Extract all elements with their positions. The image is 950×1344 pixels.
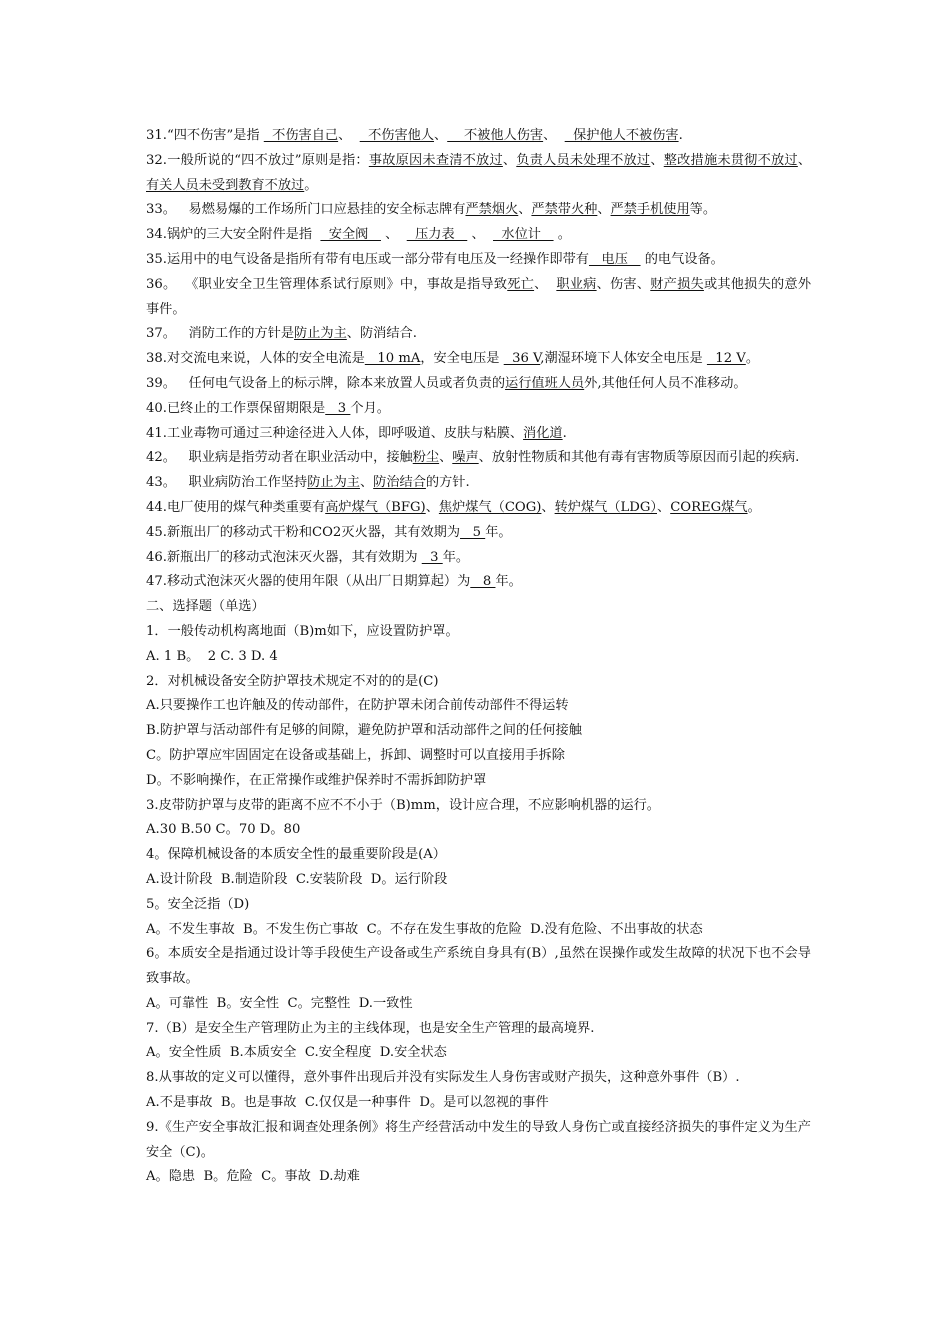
question-q40: [146, 397, 811, 422]
question-text: 、伤害、: [596, 276, 651, 292]
question-text: 46.新瓶出厂的移动式泡沫灭火器，其有效期为: [146, 549, 422, 565]
question-text: 34.锅炉的三大安全附件是指: [146, 227, 321, 243]
question-q36: [146, 273, 811, 323]
question-text: 个月。: [350, 400, 390, 416]
question-q42: [146, 446, 811, 471]
question-q35: [146, 248, 811, 273]
question-text: 43。 职业病防治工作坚持: [146, 475, 308, 491]
mc-line-m8-q: 8.从事故的定义可以懂得，意外事件出现后并没有实际发生人身伤害或财产损失，这种意外事件（B）.: [146, 1070, 740, 1086]
question-text: 40.已终止的工作票保留期限是: [146, 400, 326, 416]
mc-line-m9-q: 9.《生产安全事故汇报和调查处理条例》将生产经营活动中发生的导致人身伤亡或直接经济损失的事件定义为生产安全（C)。: [146, 1119, 811, 1160]
question-text: 39。 任何电气设备上的标示牌，除本来放置人员或者负责的: [146, 375, 506, 391]
question-q33: [146, 198, 811, 223]
question-text: 。: [304, 177, 318, 193]
mc-line-m1-a: A. 1 B。 2 C. 3 D. 4: [146, 648, 278, 664]
question-q31: [146, 124, 811, 149]
mc-line-m8-a: A.不是事故 B。也是事故 C.仅仅是一种事件 D。是可以忽视的事件: [146, 1095, 549, 1111]
answer-blank: 10 mA: [364, 351, 421, 367]
answer-blank: COREG煤气: [670, 499, 748, 515]
mc-line-m7-q: 7.（B）是安全生产管理防止为主的主线体现，也是安全生产管理的最高境界.: [146, 1020, 595, 1036]
question-q34: [146, 223, 811, 248]
question-q39: [146, 372, 811, 397]
question-text: 、: [439, 450, 453, 466]
question-text: ,潮湿环境下人体安全电压是: [540, 351, 707, 367]
answer-blank: 防止为主: [294, 326, 347, 342]
answer-blank: 12 V: [706, 351, 746, 367]
question-text: 、: [359, 475, 374, 491]
question-q32: [146, 149, 811, 199]
answer-blank: 8: [470, 574, 496, 590]
answer-blank: 事故原因未查清不放过: [368, 152, 503, 168]
answer-blank: 3: [421, 549, 443, 565]
answer-blank: 防治结合: [373, 475, 426, 491]
question-text: 、: [518, 202, 532, 218]
question-text: 。: [747, 499, 761, 515]
question-text: 、: [657, 499, 671, 515]
question-q45: [146, 521, 811, 546]
question-text: 、: [380, 227, 407, 243]
question-text: 、: [543, 128, 565, 143]
mc-line-m4-q: 4。保障机械设备的本质安全性的最重要阶段是(A）: [146, 847, 446, 863]
question-text: 、放射性物质和其他有毒有害物质等原因而引起的疾病.: [478, 450, 800, 466]
answer-blank: 压力表: [406, 227, 468, 243]
question-text: 年。: [442, 549, 470, 565]
question-text: 45.新瓶出厂的移动式干粉和CO2灭火器，其有效期为: [146, 524, 461, 540]
question-text: 35.运用中的电气设备是指所有带有电压或一部分带有电压及一经操作即带有: [146, 251, 589, 267]
answer-blank: 电压: [588, 251, 641, 267]
answer-blank: 安全阀: [320, 227, 381, 243]
mc-line-m2-c: C。防护罩应牢固固定在设备或基础上，拆卸、调整时可以直接用手拆除: [146, 747, 565, 763]
question-text: 36。 《职业安全卫生管理体系试行原则》中，事故是指导致: [146, 276, 508, 292]
answer-blank: 不被他人伤害: [447, 128, 544, 143]
answer-blank: 严禁烟火: [465, 202, 519, 218]
mc-line-m2-q: 2．对机械设备安全防护罩技术规定不对的的是(C): [146, 673, 439, 689]
question-text: 44.电厂使用的煤气种类重要有: [146, 499, 326, 515]
answer-blank: 负责人员未处理不放过: [516, 152, 651, 168]
answer-blank: 转炉煤气（LDG）: [554, 499, 657, 515]
question-text: 、: [338, 128, 360, 143]
answer-blank: 高炉煤气（BFG): [325, 499, 426, 515]
question-text: ，安全电压是: [420, 351, 504, 367]
answer-blank: 焦炉煤气（COG): [438, 499, 542, 515]
fill-blank-section: [146, 124, 811, 595]
question-text: 38.对交流电来说，人体的安全电流是: [146, 351, 365, 367]
answer-blank: 职业病: [556, 276, 597, 292]
section-title: 二、选择题（单选）: [146, 599, 265, 615]
multiple-choice-section: [146, 620, 811, 1190]
question-text: 年。: [495, 574, 522, 590]
question-text: 33。 易燃易爆的工作场所门口应悬挂的安全标志牌有: [146, 202, 466, 218]
answer-blank: 消化道: [523, 425, 563, 441]
question-text: 47.移动式泡沫灭火器的使用年限（从出厂日期算起）为: [146, 574, 471, 590]
question-text: 等。: [689, 202, 717, 218]
question-text: 41.工业毒物可通过三种途径进入人体，即呼吸道、皮肤与粘膜、: [146, 425, 524, 441]
answer-blank: 水位计: [493, 227, 554, 243]
answer-blank: 不伤害自己: [263, 128, 339, 143]
answer-blank: 粉尘: [412, 450, 440, 466]
question-text: 42。 职业病是指劳动者在职业活动中，接触: [146, 450, 413, 466]
mc-line-m3-q: 3.皮带防护罩与皮带的距离不应不不小于（B)mm，设计应合理，不应影响机器的运行。: [146, 797, 660, 813]
question-q43: [146, 471, 811, 496]
question-text: 、防消结合.: [346, 326, 417, 342]
question-text: 37。 消防工作的方针是: [146, 326, 295, 342]
question-text: 、: [797, 152, 811, 168]
mc-line-m4-a: A.设计阶段 B.制造阶段 C.安装阶段 D。运行阶段: [146, 871, 448, 887]
question-text: 的电气设备。: [640, 251, 724, 267]
answer-blank: 不伤害他人: [359, 128, 435, 143]
document-body: [146, 124, 811, 1190]
mc-line-m5-q: 5。安全泛指（D): [146, 896, 250, 912]
mc-line-m9-a: A。隐患 B。危险 C。事故 D.劫难: [146, 1169, 360, 1185]
question-text: 、: [502, 152, 517, 168]
answer-blank: 3: [325, 400, 351, 416]
question-text: 、: [425, 499, 439, 515]
question-text: .: [562, 425, 567, 441]
question-text: 。: [745, 351, 759, 367]
question-text: 的方针.: [425, 475, 470, 491]
answer-blank: 财产损失: [650, 276, 704, 292]
answer-blank: 5: [460, 524, 486, 540]
answer-blank: 噪声: [452, 450, 479, 466]
question-text: 。: [553, 227, 571, 243]
answer-blank: 严禁带火种: [531, 202, 598, 218]
mc-line-m1-q: 1．一般传动机构离地面（B)m如下，应设置防护罩。: [146, 623, 459, 639]
mc-line-m2-d: D。不影响操作，在正常操作或维护保养时不需拆卸防护罩: [146, 772, 487, 788]
question-text: 、: [650, 152, 664, 168]
question-text: 31.“四不伤害”是指: [146, 128, 264, 143]
question-q41: [146, 422, 811, 447]
question-text: 或其他损失的意外事件。: [146, 276, 812, 317]
answer-blank: 防止为主: [307, 475, 360, 491]
question-text: 、: [597, 202, 611, 218]
mc-line-m5-a: A。不发生事故 B。不发生伤亡事故 C。不存在发生事故的危险 D.没有危险、不出事故的状态: [146, 921, 703, 937]
answer-blank: 严禁手机使用: [610, 202, 690, 218]
answer-blank: 整改措施未贯彻不放过: [663, 152, 798, 168]
question-q47: [146, 570, 811, 595]
mc-line-m7-a: A。安全性质 B.本质安全 C.安全程度 D.安全状态: [146, 1045, 447, 1061]
question-q38: [146, 347, 811, 372]
question-q44: [146, 496, 811, 521]
question-text: 、: [534, 276, 557, 292]
question-text: .: [678, 128, 683, 143]
question-q37: [146, 322, 811, 347]
question-text: 外,其他任何人员不准移动。: [584, 375, 747, 391]
answer-blank: 保护他人不被伤害: [564, 128, 679, 143]
answer-blank: 死亡: [507, 276, 535, 292]
question-text: 年。: [485, 524, 512, 540]
question-text: 、: [541, 499, 555, 515]
question-q46: [146, 546, 811, 571]
mc-line-m2-a: A.只要操作工也许触及的传动部件，在防护罩未闭合前传动部件不得运转: [146, 698, 569, 714]
answer-blank: 36 V: [503, 351, 541, 367]
question-text: 32.一般所说的“四不放过”原则是指：: [146, 152, 369, 168]
mc-line-m2-b: B.防护罩与活动部件有足够的间隙，避免防护罩和活动部件之间的任何接触: [146, 723, 582, 739]
question-text: 、: [434, 128, 448, 143]
mc-line-m6-q: 6。本质安全是指通过设计等手段使生产设备或生产系统自身具有(B）,虽然在误操作或发生故障的状况下也不会导致事故。: [146, 946, 811, 987]
question-text: 、: [467, 227, 494, 243]
answer-blank: 有关人员未受到教育不放过: [146, 177, 305, 193]
answer-blank: 运行值班人员: [505, 375, 585, 391]
mc-line-m6-a: A。可靠性 B。安全性 C。完整性 D.一致性: [146, 995, 413, 1011]
mc-line-m3-a: A.30 B.50 C。70 D。80: [146, 822, 301, 838]
